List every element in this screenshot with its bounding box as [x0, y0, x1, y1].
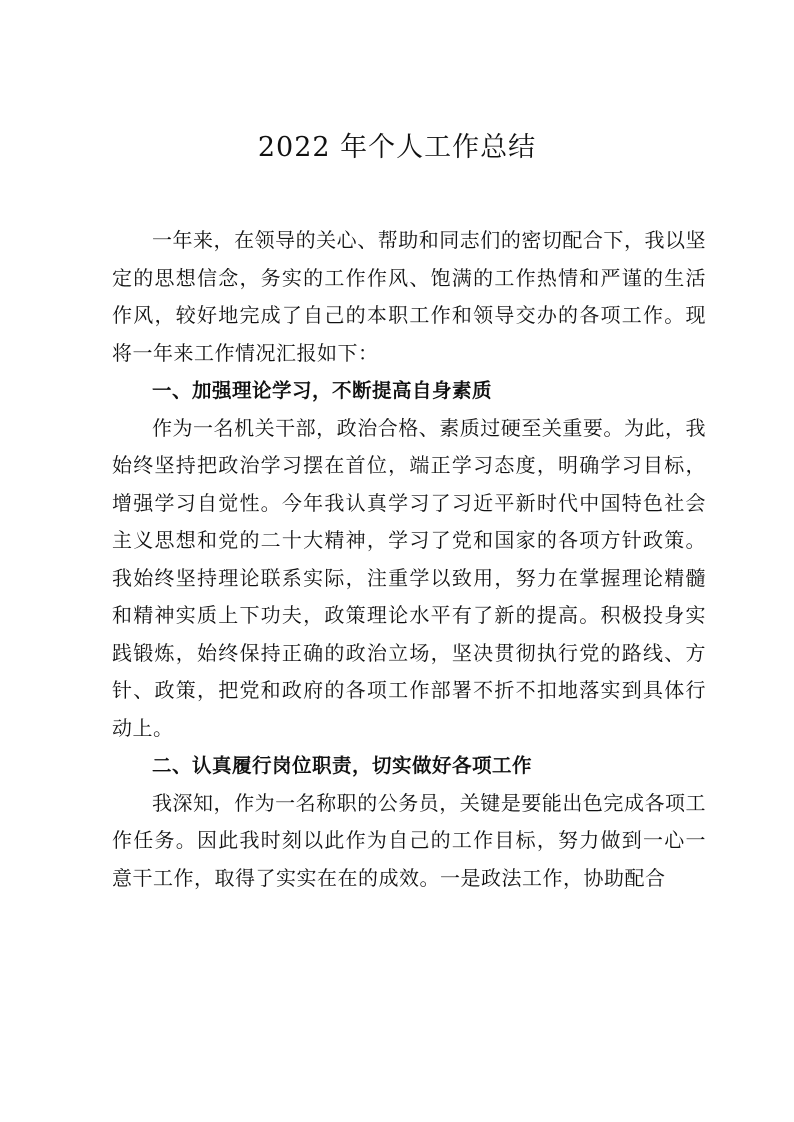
- document-title: 2022 年个人工作总结: [257, 132, 537, 163]
- section-2-paragraph: 我深知，作为一名称职的公务员，关键是要能出色完成各项工作任务。因此我时刻以此作为自己的工作目标，努力做到一心一意干工作，取得了实实在在的成效。一是政法工作，协助配合: [112, 790, 706, 890]
- document-body: [112, 222, 706, 897]
- intro-paragraph: 一年来，在领导的关心、帮助和同志们的密切配合下，我以坚定的思想信念，务实的工作作风、饱满的工作热情和严谨的生活作风，较好地完成了自己的本职工作和领导交办的各项工作。现将一年来工作情况汇报如下：: [112, 228, 706, 365]
- section-heading-2: 二、认真履行岗位职责，切实做好各项工作: [152, 754, 533, 777]
- section-1-paragraph: 作为一名机关干部，政治合格、素质过硬至关重要。为此，我始终坚持把政治学习摆在首位，端正学习态度，明确学习目标，增强学习自觉性。今年我认真学习了习近平新时代中国特色社会主义思想和党的二十大精神，学习了党和国家的各项方针政策。我始终坚持理论联系实际，注重学以致用，努力在掌握理论精髓和精神实质上下功夫，政策理论水平有了新的提高。积极投身实践锻炼，始终保持正确的政治立场，坚决贯彻执行党的路线、方针、政策，把党和政府的各项工作部署不折不扣地落实到具体行动上。: [112, 415, 706, 740]
- section-heading-1: 一、加强理论学习，不断提高自身素质: [152, 379, 493, 402]
